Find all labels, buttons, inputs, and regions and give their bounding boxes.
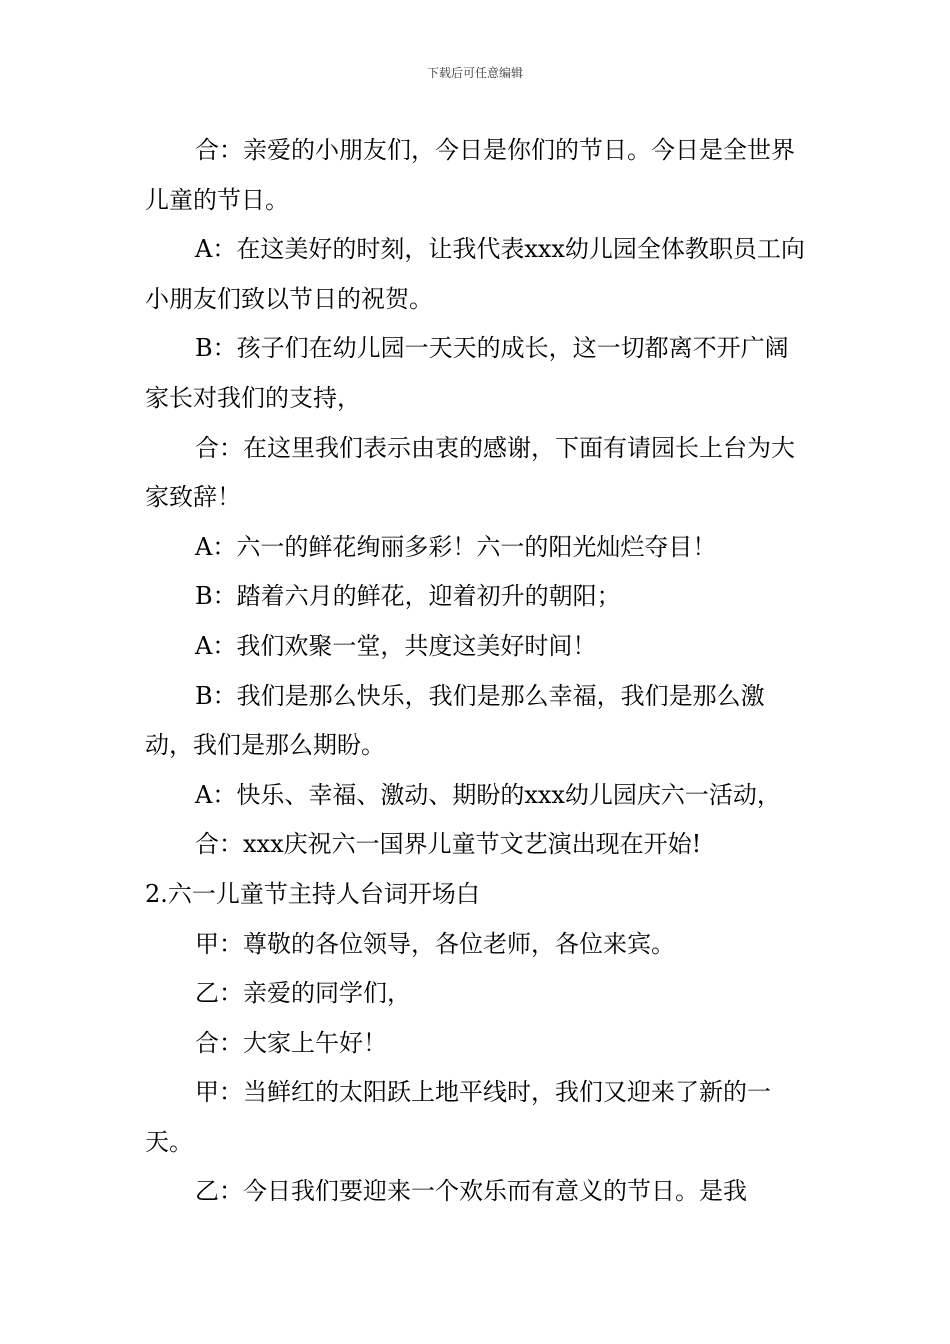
paragraph: A：快乐、幸福、激动、期盼的xxx幼儿园庆六一活动， [195,780,781,809]
paragraph: 合：xxx庆祝六一国界儿童节文艺演出现在开始! [195,830,702,859]
paragraph: A：我们欢聚一堂，共度这美好时间！ [195,631,597,660]
paragraph: 合：亲爱的小朋友们，今日是你们的节日。今日是全世界儿童的节日。 [145,136,795,214]
paragraph: A：六一的鲜花绚丽多彩！六一的阳光灿烂夺目！ [195,532,717,561]
document-body [145,126,810,1217]
paragraph: 乙：亲爱的同学们， [195,979,411,1008]
paragraph: B：我们是那么快乐，我们是那么幸福，我们是那么激动，我们是那么期盼。 [145,681,765,760]
paragraph: A：在这美好的时刻，让我代表xxx幼儿园全体教职员工向小朋友们致以节日的祝贺。 [145,235,805,313]
paragraph: 合：大家上午好！ [195,1028,387,1057]
paragraph: 甲：当鲜红的太阳跃上地平线时，我们又迎来了新的一天。 [145,1078,771,1156]
paragraph: B：孩子们在幼儿园一天天的成长，这一切都离不开广阔家长对我们的支持， [145,334,789,412]
paragraph: 甲：尊敬的各位领导，各位老师，各位来宾。 [195,929,675,958]
page-header-note: 下载后可任意编辑 [426,66,523,80]
section-heading: 2.六一儿童节主持人台词开场白 [145,879,480,908]
paragraph: 乙：今日我们要迎来一个欢乐而有意义的节日。是我 [195,1177,747,1206]
paragraph: B：踏着六月的鲜花，迎着初升的朝阳； [195,582,621,611]
paragraph: 合：在这里我们表示由衷的感谢，下面有请园长上台为大家致辞！ [145,433,795,512]
